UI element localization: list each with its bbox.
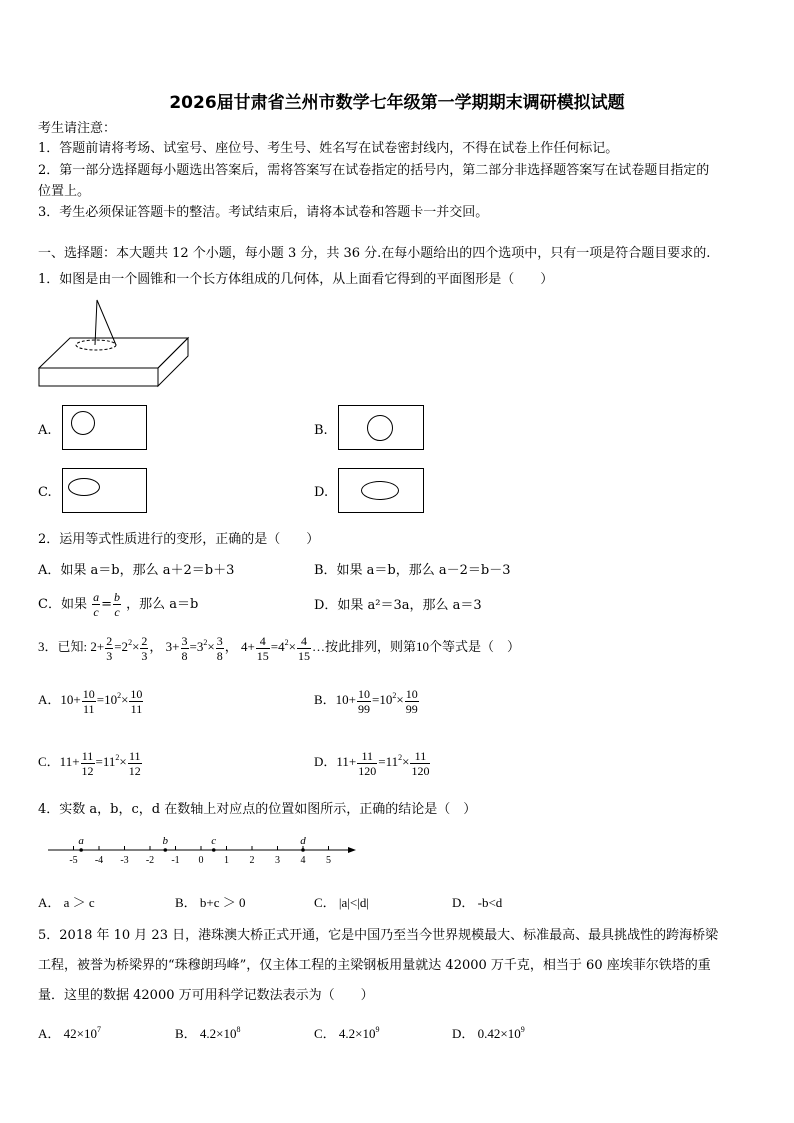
tick-label: -5 xyxy=(69,855,78,866)
q4-option-a[interactable]: A． a ＞ c xyxy=(38,895,95,910)
ellipse-shape xyxy=(361,481,399,500)
point-label-d: d xyxy=(300,835,306,847)
notice-item: 2．第一部分选择题每小题选出答案后，需将答案写在试卷指定的括号内，第二部分非选择题答案写在试卷题目指定的 xyxy=(38,163,710,178)
tick-label: -4 xyxy=(94,855,104,866)
q2-option-b[interactable]: B．如果 a＝b，那么 a－2＝b－3 xyxy=(314,563,511,578)
page-title: 2026届甘肃省兰州市数学七年级第一学期期末调研模拟试题 xyxy=(169,93,625,113)
question-1-stem: 1．如图是由一个圆锥和一个长方体组成的几何体，从上面看它得到的平面图形是（ ） xyxy=(38,272,554,287)
q4-option-c[interactable]: C． |a|<|d| xyxy=(314,895,369,910)
option-label: A. xyxy=(38,423,52,438)
option-label: D． xyxy=(314,754,337,769)
tick-label: 3 xyxy=(275,855,280,866)
notice-heading: 考生请注意： xyxy=(38,121,117,136)
point-label-a: a xyxy=(78,835,84,847)
q4-option-b[interactable]: B． b+c ＞ 0 xyxy=(175,895,246,910)
q5-option-c[interactable]: C． $4.2\times 10^9$ xyxy=(314,1025,380,1041)
option-label: B． xyxy=(314,692,336,707)
q4-option-d[interactable]: D． -b<d xyxy=(452,895,503,910)
q3-option-a[interactable]: A．10+ $\frac{10}{11}$ $=10^2\times$ $\frac{10}{11}$ xyxy=(38,686,143,716)
q3-option-b[interactable]: B．10+ $\frac{10}{99}$ $=10^2\times$ $\frac{10}{99}$ xyxy=(314,686,418,716)
option-b-figure[interactable] xyxy=(338,405,424,450)
option-label: D. xyxy=(314,485,329,500)
q5-line: 工程，被誉为桥梁界的“珠穆朗玛峰”，仅主体工程的主梁钢板用量就达 42000 万千克，相当于 60 座埃菲尔铁塔的重 xyxy=(38,958,711,973)
option-label: A． xyxy=(38,692,61,707)
q5-line: 5．2018 年 10 月 23 日，港珠澳大桥正式开通，它是中国乃至当今世界规模最大、标准最高、最具挑战性的跨海桥梁 xyxy=(38,928,719,943)
point-a xyxy=(79,848,83,852)
q3-option-d[interactable]: D．11+ $\frac{11}{120}$ $=11^2\times$ $\frac{11}{120}$ xyxy=(314,748,430,778)
option-label: B． xyxy=(175,1026,197,1041)
tick-label: 4 xyxy=(300,855,306,866)
q2-option-a[interactable]: A．如果 a＝b，那么 a＋2＝b＋3 xyxy=(38,563,235,578)
option-d-figure[interactable] xyxy=(338,468,424,513)
q5-option-a[interactable]: A． $42\times 10^7$ xyxy=(38,1025,101,1041)
point-c xyxy=(212,848,216,852)
option-c-figure[interactable] xyxy=(62,468,147,513)
option-a-figure[interactable] xyxy=(62,405,147,450)
option-label: C. xyxy=(38,485,52,500)
q3-prefix: 3．已知: xyxy=(38,639,88,654)
point-label-b: b xyxy=(162,835,169,847)
question-2-stem: 2．运用等式性质进行的变形，正确的是（ ） xyxy=(38,532,320,547)
q2-option-c[interactable]: C．如果 $\frac{a}{c}$ = $\frac{b}{c}$ ，那么 a＝b xyxy=(38,590,199,619)
point-label-c: c xyxy=(211,835,217,847)
question-3-stem: 3．已知: 2+ $\frac{2}{3}$ $=2^2\times$ $\frac{2}{3}$ ， 3+ $\frac{3}{8}$ $=3^2\times$ $\frac{3}{8}$ ， 4+ $\frac{4}{15}$ $=4^2\times$ $\frac{4}{15}$ …按此排列，则第10个等式是（ ） xyxy=(38,633,520,663)
tick-label: 1 xyxy=(224,855,229,866)
option-label: C． xyxy=(38,754,60,769)
tick-label: 5 xyxy=(326,855,331,866)
section-heading: 一、选择题：本大题共 12 个小题，每小题 3 分，共 36 分.在每小题给出的四个选项中，只有一项是符合题目要求的. xyxy=(38,246,711,261)
ellipse-shape xyxy=(68,478,100,496)
option-label: C． xyxy=(314,1026,336,1041)
circle-shape xyxy=(71,411,95,435)
tick-label: 2 xyxy=(249,855,255,866)
q3-option-c[interactable]: C．11+ $\frac{11}{12}$ $=11^2\times$ $\frac{11}{12}$ xyxy=(38,748,141,778)
q5-line: 量．这里的数据 42000 万可用科学记数法表示为（ ） xyxy=(38,988,374,1003)
question-4-stem: 4．实数 a，b，c，d 在数轴上对应点的位置如图所示，正确的结论是（ ） xyxy=(38,802,477,817)
q3-suffix: …按此排列，则第10个等式是（ ） xyxy=(311,639,520,654)
cone-cuboid-figure xyxy=(38,298,192,390)
tick-label: -2 xyxy=(145,855,155,866)
option-label: A． xyxy=(38,1026,61,1041)
tick-label: 0 xyxy=(198,855,204,866)
notice-item: 位置上。 xyxy=(38,184,91,199)
option-label: D． xyxy=(452,1026,475,1041)
circle-shape xyxy=(367,415,393,441)
q2-c-suffix: ，那么 a＝b xyxy=(126,597,199,612)
option-label: B. xyxy=(314,423,328,438)
notice-item: 3．考生必须保证答题卡的整洁。考试结束后，请将本试卷和答题卡一并交回。 xyxy=(38,205,489,220)
tick-label: -1 xyxy=(171,855,180,866)
point-b xyxy=(164,848,168,852)
tick-label: -3 xyxy=(120,855,129,866)
number-line xyxy=(38,830,358,870)
point-d xyxy=(301,848,305,852)
q5-option-d[interactable]: D． $0.42\times 10^9$ xyxy=(452,1025,525,1041)
q2-option-d[interactable]: D．如果 a²＝3a，那么 a＝3 xyxy=(314,598,482,613)
notice-item: 1．答题前请将考场、试室号、座位号、考生号、姓名写在试卷密封线内，不得在试卷上作任何标记。 xyxy=(38,141,619,156)
axis-arrow-icon xyxy=(348,847,356,853)
q2-c-prefix: C．如果 xyxy=(38,597,87,612)
q5-option-b[interactable]: B． $4.2\times 10^8$ xyxy=(175,1025,241,1041)
